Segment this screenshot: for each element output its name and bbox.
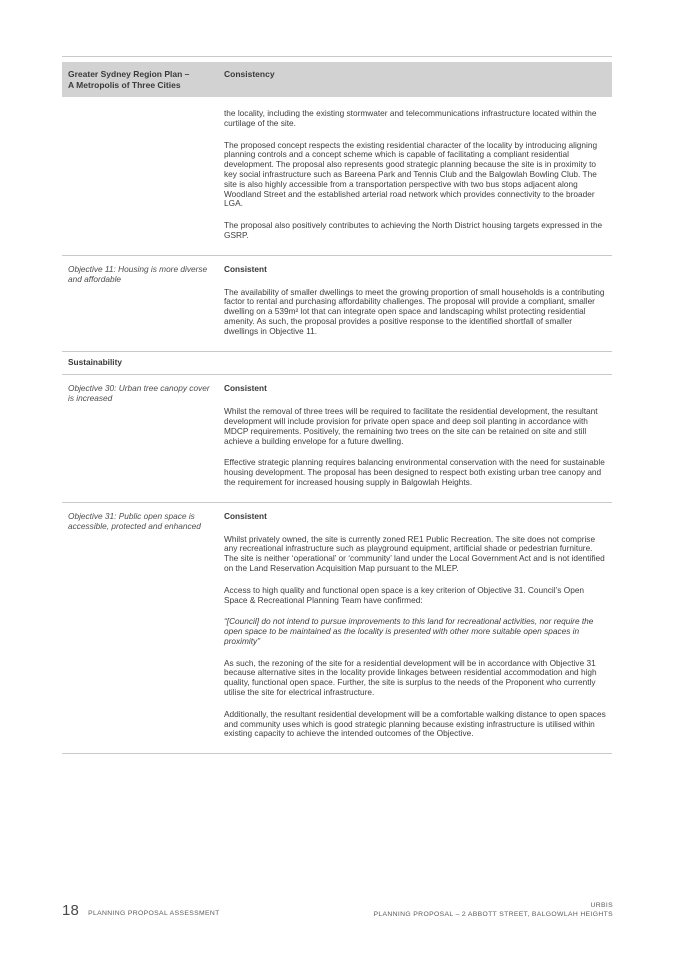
objective-31-assessment-cell — [224, 503, 612, 754]
footer-left — [62, 902, 220, 919]
continuation-left-cell-empty — [62, 97, 224, 255]
objective-11-label: Objective 11: Housing is more diverse and affordable — [68, 263, 208, 284]
table-row-continuation — [62, 97, 612, 255]
table-row-objective-31 — [62, 502, 612, 754]
paragraph: the locality, including the existing stormwater and telecommunications infrastructure located within the curtilage of the site. — [224, 108, 597, 128]
council-quote: “[Council] do not intend to pursue improvements to this land for recreational activities, nor require the open space to be maintained as the locality is presented with other more suitable open spaces in proximity” — [224, 616, 594, 646]
table-header-row — [62, 62, 612, 97]
status-consistent: Consistent — [224, 383, 267, 394]
objective-30-label: Objective 30: Urban tree canopy cover is increased — [68, 383, 210, 404]
table-row-objective-11 — [62, 255, 612, 351]
paragraph: Effective strategic planning requires balancing environmental conservation with the need for sustainable housing development. The proposal has been designed to respect both existing urban tree canopy and the requirement for increased housing supply in Balgowlah Heights. — [224, 457, 605, 487]
objective-30-label-cell — [62, 375, 224, 501]
paragraph: Whilst privately owned, the site is currently zoned RE1 Public Recreation. The site does not comprise any recreational infrastructure such as playground equipment, artificial shade or pedestrian furniture. The site is neither ‘operational’ or ‘community’ land under the Local Government Act and is not identified on the Land Reservation Acquisition Map pursuant to the MLEP. — [224, 533, 605, 573]
paragraph: Whilst the removal of three trees will be required to facilitate the residential development, the resultant development will include provision for private open space and deep soil planting in accordance with MDCP requirements. Positively, the remaining two trees on the site can be retained on site and still achieve a building envelope for a future dwelling. — [224, 406, 598, 446]
footer-report-title: PLANNING PROPOSAL – 2 ABBOTT STREET, BALGOWLAH HEIGHTS — [373, 911, 613, 918]
paragraph: The availability of smaller dwellings to meet the growing proportion of small households is a contributing factor to rental and purchasing affordability challenges. The proposal will provide a compliant, smaller dwelling on a 539m² lot that can integrate open space and landscaping whilst protecting residential amenity. As such, the proposal provides a positive response to the identified shortfall of smaller dwellings in Objective 11. — [224, 286, 605, 336]
header-plan-line1: Greater Sydney Region Plan – — [68, 69, 190, 79]
paragraph: The proposed concept respects the existing residential character of the locality by introducing aligning planning controls and a concept scheme which is capable of facilitating a compliant residential development. The proposal also represents good strategic planning because the site is in proximity to key social infrastructure such as Bareena Park and Tennis Club and the Balgowlah Bowling Club. The site is also highly accessible from a transportation perspective with two bus stops adjacent along Woodland Street and the established arterial road network which provides connectivity to the broader LGA. — [224, 139, 598, 209]
footer-right — [374, 901, 613, 919]
consistency-table — [62, 56, 612, 754]
table-bottom-rule — [62, 753, 612, 754]
table-top-rule — [62, 56, 612, 57]
page-footer — [62, 901, 613, 919]
section-header-sustainability: Sustainability — [62, 351, 612, 375]
status-consistent: Consistent — [224, 263, 267, 274]
paragraph: Additionally, the resultant residential development will be a comfortable walking distance to open spaces and community uses which is good strategic planning because existing infrastructure is utilised within existing capacity to achieve the intended outcomes of the Objective. — [224, 708, 606, 739]
paragraph: As such, the rezoning of the site for a residential development will be in accordance with Objective 31 because alternative sites in the locality provide linkages between residential accommodation and high quality, functional open space. Further, the site is surplus to the needs of the Proponent who currently utilise the site for electrical infrastructure. — [224, 657, 597, 698]
table-header-plan-column — [62, 69, 224, 91]
table-row-objective-30 — [62, 374, 612, 501]
continuation-right-cell — [224, 97, 612, 255]
objective-31-label-cell — [62, 503, 224, 754]
objective-30-assessment-cell — [224, 375, 612, 501]
table-header-consistency-column: Consistency — [224, 69, 275, 79]
objective-11-assessment-cell — [224, 256, 612, 351]
paragraph: Access to high quality and functional open space is a key criterion of Objective 31. Council’s Open Space & Recreational Planning Team have confirmed: — [224, 584, 585, 605]
page-number: 18 — [62, 902, 80, 919]
paragraph: The proposal also positively contributes to achieving the North District housing targets expressed in the GSRP. — [224, 220, 603, 240]
footer-document-title: PLANNING PROPOSAL ASSESSMENT — [88, 910, 220, 917]
status-consistent: Consistent — [224, 510, 267, 521]
objective-31-label: Objective 31: Public open space is accessible, protected and enhanced — [68, 510, 201, 531]
objective-11-label-cell — [62, 256, 224, 351]
header-plan-line2: A Metropolis of Three Cities — [68, 80, 181, 90]
footer-brand: URBIS — [590, 902, 613, 909]
